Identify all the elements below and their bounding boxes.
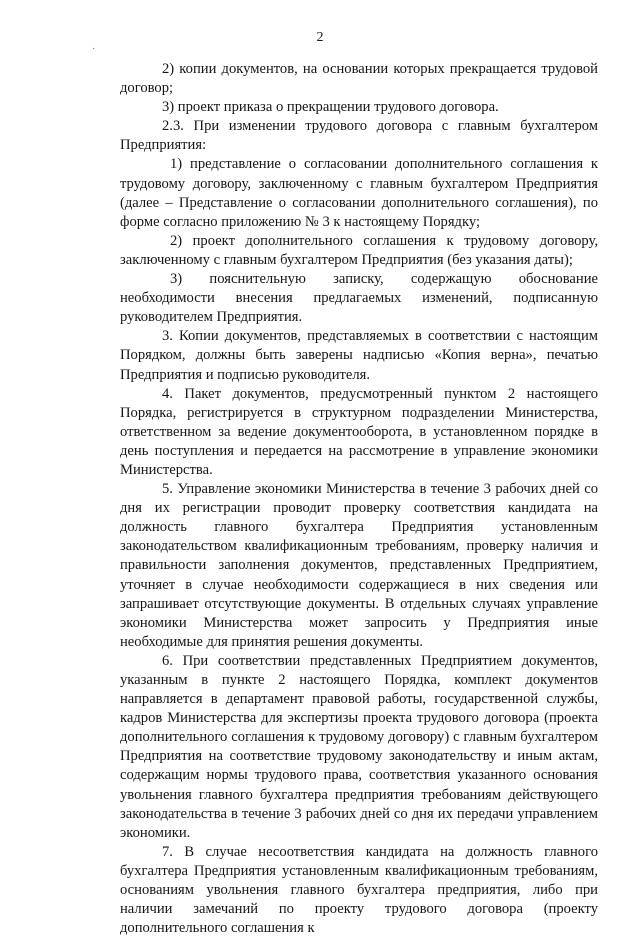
paragraph-2-3-heading: 2.3. При изменении трудового договора с главным бухгалтером Предприятия:: [120, 118, 598, 154]
paragraph-3-copies: 3. Копии документов, представляемых в соответствии с настоящим Порядком, должны быть заверены надписью «Копия верна», печатью Предприятия и подписью руководителя.: [120, 328, 598, 383]
scan-mark: ·: [92, 44, 96, 55]
paragraph-7-noncompliance: 7. В случае несоответствия кандидата на должность главного бухгалтера Предприятия установленным квалификационным требованиям, основаниям увольнения главного бухгалтера предприятия, либо при наличии замечаний по проекту трудового договора (проекту дополнительного соглашения к: [120, 843, 598, 937]
paragraph-2-3-item-3: 3) пояснительную записку, содержащую обоснование необходимости внесения предлагаемых изменений, подписанную руководителем Предприятия.: [120, 271, 598, 326]
paragraph-5-economics: 5. Управление экономики Министерства в течение 3 рабочих дней со дня их регистрации проводит проверку соответствия кандидата на должность главного бухгалтера Предприятия установленным законодательством квалификационным требованиям, проверку наличия и правильности заполнения документов, представленных Предприятием, уточняет в случае необходимости содержащиеся в них сведения или запрашивает отсутствующие документы. В отдельных случаях управление экономики Министерства может запросить у Предприятия иные необходимые для принятия решения документы.: [120, 481, 598, 650]
page-number: 2: [316, 30, 324, 45]
paragraph-4-package: 4. Пакет документов, предусмотренный пунктом 2 настоящего Порядка, регистрируется в структурном подразделении Министерства, ответственном за ведение документооборота, в установленном порядке в день поступления и передается на рассмотрение в управление экономики Министерства.: [120, 385, 598, 478]
paragraph-item-3-order-draft: 3) проект приказа о прекращении трудового договора.: [162, 99, 499, 116]
paragraph-2-3-item-2: 2) проект дополнительного соглашения к трудовому договору, заключенному с главным бухгалтером Предприятия (без указания даты);: [120, 232, 598, 268]
paragraph-2-3-item-1: 1) представление о согласовании дополнительного соглашения к трудовому договору, заключенному с главным бухгалтером Предприятия (далее – Представление о согласовании дополнительного соглашения), по форме согласно приложению № 3 к настоящему Порядку;: [120, 156, 598, 230]
document-body: [120, 60, 598, 938]
paragraph-6-compliance: 6. При соответствии представленных Предприятием документов, указанным в пункте 2 настоящего Порядка, комплект документов направляется в департамент правовой работы, государственной службы, кадров Министерства для экспертизы проекта трудового договора (проекта дополнительного соглашения к трудовому договору) с главным бухгалтером Предприятия на соответствие трудовому законодательству и иным актам, содержащим нормы трудового права, соответствия указанного основания увольнения главного бухгалтера предприятия требованиям действующего законодательства в течение 3 рабочих дней со дня их передачи управлением экономики.: [120, 652, 598, 841]
paragraph-item-2-copies: 2) копии документов, на основании которых прекращается трудовой договор;: [120, 61, 598, 97]
